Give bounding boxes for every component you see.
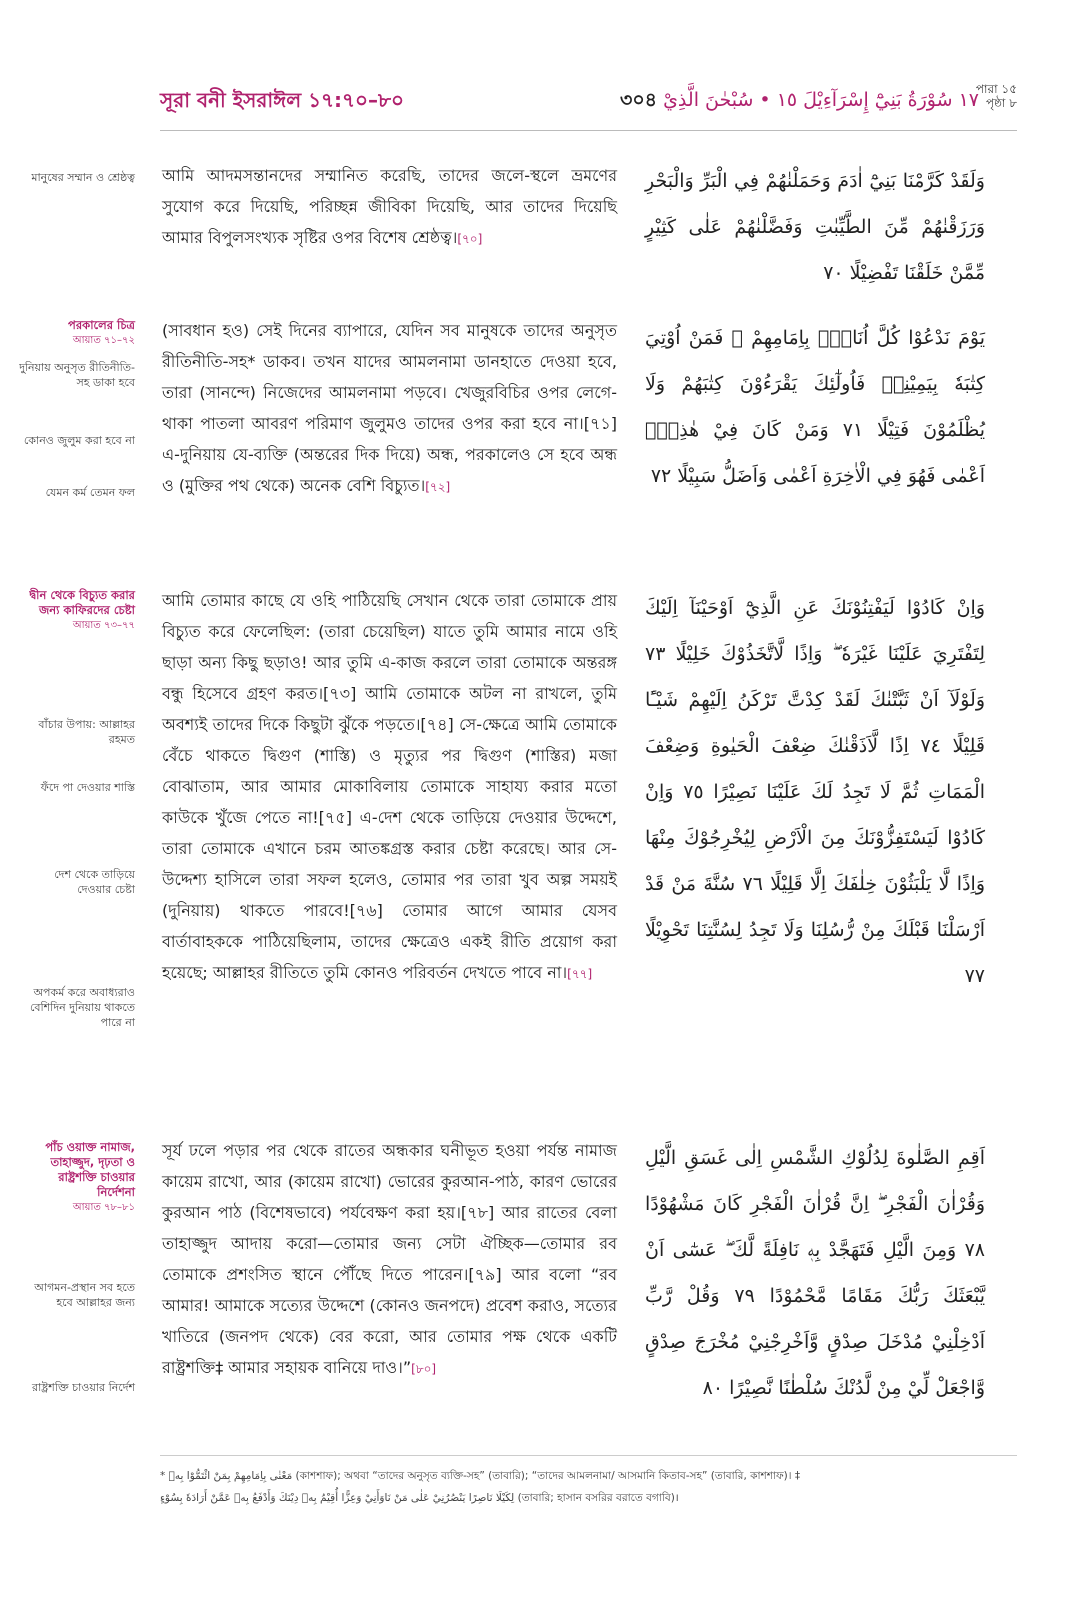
side-note-heading: দ্বীন থেকে বিচ্যুত করার জন্য কাফিরদের চেষ্টা আয়াত ৭৩–৭৭ (29, 588, 135, 631)
footnote-2: لِكَيْلَا نَاصِرًا يَنْصُرُنِيْ عَلٰى مَنْ نَاوَأَنِيْ وَعِزًّا أُقِيْمُ بِهٖ دِيْنَكَ وَأَدْفَعُ بِهٖ عَمَّنْ أَرَادَهٗ بِسُوْءٍ (তাবারি; হাসান বসরির বরাতে বগাবি)। (160, 1492, 679, 1504)
header-rule (160, 130, 1017, 131)
arabic-verse: وَلَقَدْ كَرَّمْنَا بَنِيْٓ اٰدَمَ وَحَمَلْنٰهُمْ فِي الْبَرِّ وَالْبَحْرِ وَرَزَقْنٰهُمْ مِّنَ الطَّيِّبٰتِ وَفَضَّلْنٰهُمْ عَلٰى كَثِيْرٍ مِّمَّنْ خَلَقْنَا تَفْضِيْلًا ٧٠ (645, 170, 985, 284)
side-note: দেশ থেকে তাড়িয়ে দেওয়ার চেষ্টা (54, 868, 135, 896)
para-label: পারা ১৫ (975, 82, 1017, 96)
verse-number: [৭২] (425, 480, 451, 494)
verse-number: [৭৭] (567, 967, 593, 981)
bengali-translation (162, 160, 617, 255)
footnote-rule (160, 1455, 1017, 1456)
arabic-verse: اَقِمِ الصَّلٰوةَ لِدُلُوْكِ الشَّمْسِ اِلٰى غَسَقِ الَّيْلِ وَقُرْاٰنَ الْفَجْرِ ۖ اِنَّ قُرْاٰنَ الْفَجْرِ كَانَ مَشْهُوْدًا ٧٨ وَمِنَ الَّيْلِ فَتَهَجَّدْ بِهٖ نَافِلَةً لَّكَ ۖ عَسٰٓى اَنْ يَّبْعَثَكَ رَبُّكَ مَقَامًا مَّحْمُوْدًا ٧٩ وَقُلْ رَّبِّ اَدْخِلْنِيْ مُدْخَلَ صِدْقٍ وَّاَخْرِجْنِيْ مُخْرَجَ صِدْقٍ وَّاجْعَلْ لِّيْ مِنْ لَّدُنْكَ سُلْطٰنًا نَّصِيْرًا ٨٠ (645, 1147, 985, 1399)
para-info (976, 82, 1017, 110)
side-note: রাষ্ট্রশক্তি চাওয়ার নির্দেশ (32, 1381, 135, 1394)
bengali-text: আমি আদমসন্তানদের সম্মানিত করেছি, তাদের জলে-স্থলে ভ্রমণের সুযোগ করে দিয়েছি, পরিচ্ছন্ন জীবিকা দিয়েছি, আর তাদের দিয়েছি আমার বিপুলসংখ্যক সৃষ্টির ওপর বিশেষ শ্রেষ্ঠত্ব। (162, 166, 617, 247)
page-header (160, 82, 1017, 124)
page-number: ৩০৪ (619, 89, 658, 111)
side-note-heading: পরকালের চিত্র আয়াত ৭১–৭২ (68, 318, 135, 346)
footnote-1: * مَعْنٰى بِاِمَامِهِمْ بِمَنْ ائْتَمُّوْا بِهٖ (কাশশাফ); অথবা “তাদের অনুসৃত ব্যক্তি-সহ” (তাবারি); “তাদের আমলনামা/ আসমানি কিতাব-সহ” (তাবারি, কাশশাফ)। ‡ (160, 1470, 801, 1482)
bengali-translation (162, 585, 617, 990)
verse-number: [৭০] (457, 232, 483, 246)
side-note: ফঁদে পা দেওয়ার শাস্তি (40, 781, 135, 794)
footnotes (160, 1465, 1012, 1509)
bengali-text: সূর্য ঢলে পড়ার পর থেকে রাতের অন্ধকার ঘনীভূত হওয়া পর্যন্ত নামাজ কায়েম রাখো, আর (কায়েম রাখো) ভোরের কুরআন-পাঠ, কারণ ভোরের কুরআন পাঠ (বিশেষভাবে) পর্যবেক্ষণ করা হয়।[৭৮] আর রাতের বেলা তাহাজ্জুদ আদায় করো—তোমার জন্য সেটা ঐচ্ছিক—তোমার রব তোমাকে প্রশংসিত স্থানে পৌঁছে দিতে পারেন।[৭৯] আর বলো “রব আমার! আমাকে সত্যের উদ্দেশে (কোনও জনপদে) প্রবেশ করাও, সত্যের খাতিরে (জনপদ থেকে) বের করো, আর তোমার পক্ষ থেকে একটি রাষ্ট্রশক্তি‡ আমার সহায়ক বানিয়ে দাও।” (162, 1141, 617, 1377)
arabic-verse: يَوْمَ نَدْعُوْا كُلَّ اُنَاسٍۭ بِاِمَامِهِمْ ۚ فَمَنْ اُوْتِيَ كِتٰبَهٗ بِيَمِيْنِهٖ فَاُولٰٓئِكَ يَقْرَءُوْنَ كِتٰبَهُمْ وَلَا يُظْلَمُوْنَ فَتِيْلًا ٧١ وَمَنْ كَانَ فِيْ هٰذِهٖٓ اَعْمٰى فَهُوَ فِي الْاٰخِرَةِ اَعْمٰى وَاَضَلُّ سَبِيْلًا ٧٢ (645, 327, 985, 487)
arabic-surah-title: ١٧ سُوْرَةُ بَنِيْٓ إِسْرَآءِيْلَ ١٥ • سُبْحٰنَ الَّذِيْ (663, 89, 979, 111)
side-note: আগমন-প্রস্থান সব হতে হবে আল্লাহর জন্য (34, 1281, 135, 1309)
arabic-header (620, 86, 979, 118)
verse-number: [৮০] (411, 1362, 437, 1376)
side-note-heading: পাঁচ ওয়াক্ত নামাজ, তাহাজ্জুদ, দৃঢ়তা ও রাষ্ট্রশক্তি চাওয়ার নির্দেশনা আয়াত ৭৮–৮১ (45, 1140, 135, 1213)
bengali-translation (162, 1135, 617, 1385)
side-note: যেমন কর্ম তেমন ফল (45, 486, 135, 499)
side-note: দুনিয়ায় অনুসৃত রীতিনীতি-সহ ডাকা হবে (19, 361, 135, 389)
page-label: পৃষ্ঠা ৮ (985, 96, 1017, 110)
bengali-text: আমি তোমার কাছে যে ওহি পাঠিয়েছি সেখান থেকে তারা তোমাকে প্রায় বিচ্যুত করে ফেলেছিল: (তারা চেয়েছিল) যাতে তুমি আমার নামে ওহি ছাড়া অন্য কিছু ছড়াও! আর তুমি এ-কাজ করলে তারা তোমাকে অন্তরঙ্গ বন্ধু হিসেবে গ্রহণ করত।[৭৩] আমি তোমাকে অটল না রাখলে, তুমি অবশ্যই তাদের দিকে কিছুটা ঝুঁকে পড়তে।[৭৪] সে-ক্ষেত্রে আমি তোমাকে বেঁচে থাকতে দ্বিগুণ (শাস্তি) ও মৃত্যুর পর দ্বিগুণ (শাস্তির) মজা বোঝাতাম, আর আমার মোকাবিলায় তোমাকে সাহায্য করার মতো কাউকে খুঁজে পেতে না![৭৫] এ-দেশ থেকে তাড়িয়ে দেওয়ার উদ্দেশে, তারা তোমাকে এখানে চরম আতঙ্কগ্রস্ত করার চেষ্টা করেছে। আর সে-উদ্দেশ্য হাসিলে তারা সফল হলেও, তোমার পর তারা খুব অল্প সময়ই (দুনিয়ায়) থাকতে পারবে![৭৬] তোমার আগে আমার যেসব বার্তাবাহককে পাঠিয়েছিলাম, তাদের ক্ষেত্রেও একই রীতি প্রয়োগ করা হয়েছে; আল্লাহর রীতিতে তুমি কোনও পরিবর্তন দেখতে পাবে না। (162, 591, 617, 982)
arabic-verse: وَاِنْ كَادُوْا لَيَفْتِنُوْنَكَ عَنِ الَّذِيْٓ اَوْحَيْنَآ اِلَيْكَ لِتَفْتَرِيَ عَلَيْنَا غَيْرَهٗ ۖ وَاِذًا لَّاتَّخَذُوْكَ خَلِيْلًا ٧٣ وَلَوْلَآ اَنْ ثَبَّتْنٰكَ لَقَدْ كِدْتَّ تَرْكَنُ اِلَيْهِمْ شَيْـًٔا قَلِيْلًا ٧٤ اِذًا لَّاَذَقْنٰكَ ضِعْفَ الْحَيٰوةِ وَضِعْفَ الْمَمَاتِ ثُمَّ لَا تَجِدُ لَكَ عَلَيْنَا نَصِيْرًا ٧٥ وَاِنْ كَادُوْا لَيَسْتَفِزُّوْنَكَ مِنَ الْاَرْضِ لِيُخْرِجُوْكَ مِنْهَا وَاِذًا لَّا يَلْبَثُوْنَ خِلٰفَكَ اِلَّا قَلِيْلًا ٧٦ سُنَّةَ مَنْ قَدْ اَرْسَلْنَا قَبْلَكَ مِنْ رُّسُلِنَا وَلَا تَجِدُ لِسُنَّتِنَا تَحْوِيْلًا ٧٧ (645, 597, 985, 987)
side-note: অপকর্ম করে অবাধ্যরাও বেশিদিন দুনিয়ায় থাকতে পারে না (29, 986, 135, 1029)
side-note: বাঁচার উপায়: আল্লাহর রহমত (38, 718, 135, 746)
side-note: কোনও জুলুম করা হবে না (23, 434, 135, 447)
bengali-translation (162, 315, 617, 503)
bengali-text: (সাবধান হও) সেই দিনের ব্যাপারে, যেদিন সব মানুষকে তাদের অনুসৃত রীতিনীতি-সহ* ডাকব। তখন যাদের আমলনামা ডানহাতে দেওয়া হবে, তারা (সানন্দে) নিজেদের আমলনামা পড়বে। খেজুরবিচির ওপর লেগে-থাকা পাতলা আবরণ পরিমাণ জুলুমও তাদের ওপর করা হবে না।[৭১] এ-দুনিয়ায় যে-ব্যক্তি (অন্তরের দিক দিয়ে) অন্ধ, পরকালেও সে হবে অন্ধ ও (মুক্তির পথ থেকে) অনেক বেশি বিচ্যুত। (162, 321, 617, 495)
side-note: মানুষের সম্মান ও শ্রেষ্ঠত্ব (31, 171, 135, 184)
surah-title: সূরা বনী ইসরাঈল ১৭:৭০–৮০ (160, 88, 405, 112)
